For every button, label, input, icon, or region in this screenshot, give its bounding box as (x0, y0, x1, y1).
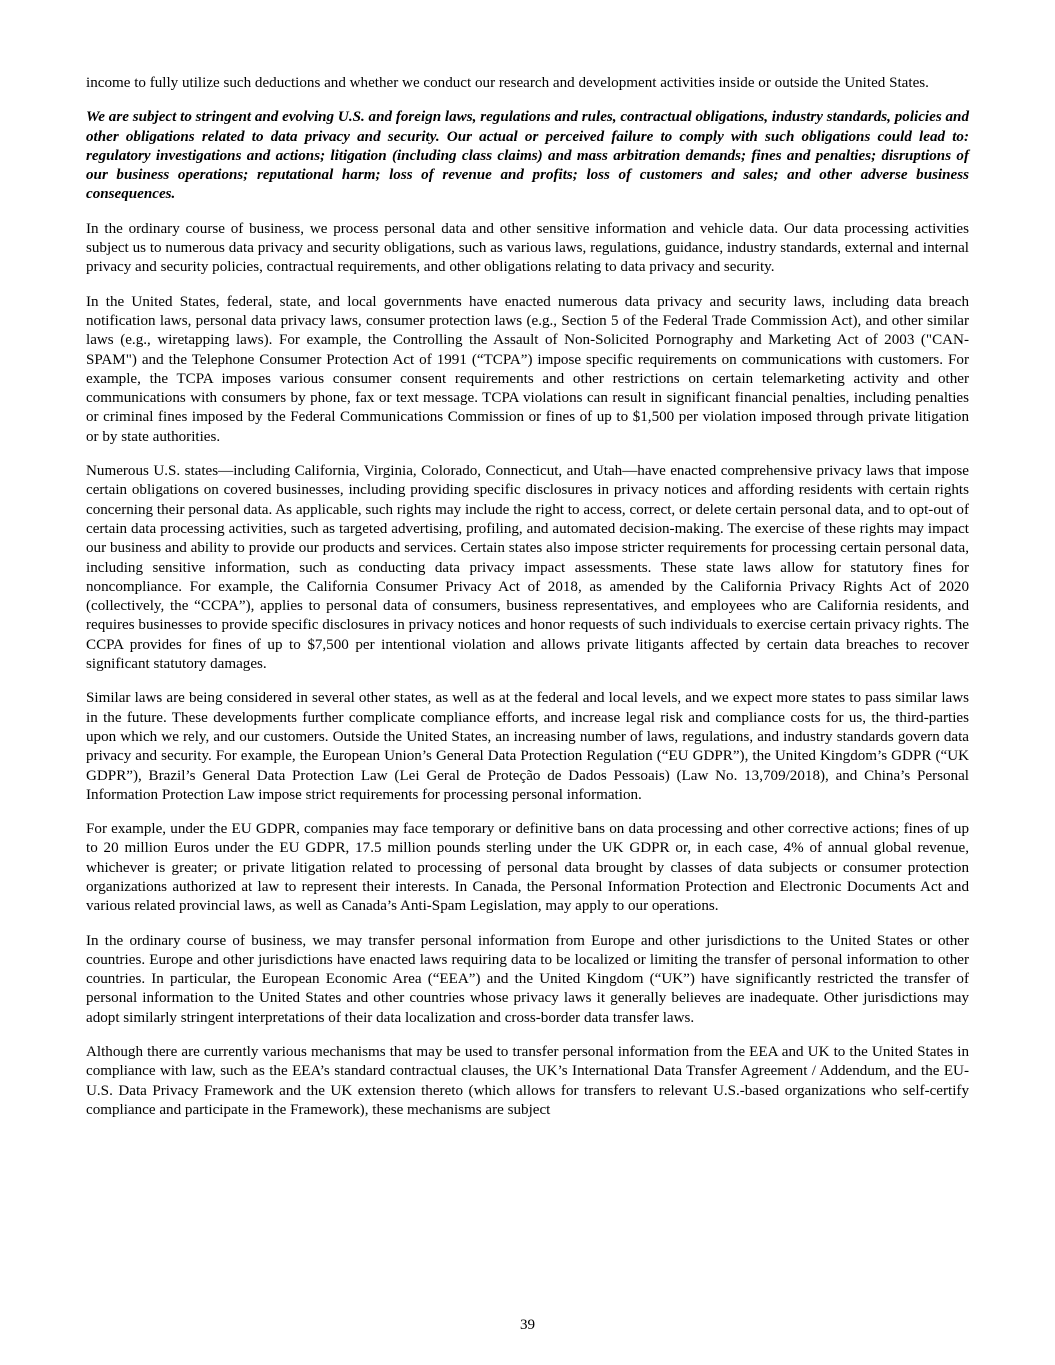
paragraph-us-privacy-laws: In the United States, federal, state, and local governments have enacted numerous data privacy and security laws, including data breach notification laws, personal data privacy laws, consumer protection laws (e.g., Section 5 of the Federal Trade Commission Act), and other similar laws (e.g., wiretapping laws). For example, the Controlling the Assault of Non-Solicited Pornography and Marketing Act of 2003 ("CAN-SPAM") and the Telephone Consumer Protection Act of 1991 (“TCPA”) impose specific requirements on communications with customers. For example, the TCPA imposes various consumer consent requirements and other restrictions on certain telemarketing activity and other communications with consumers by phone, fax or text message. TCPA violations can result in significant financial penalties, including penalties or criminal fines imposed by the Federal Communications Commission or fines of up to $1,500 per violation imposed through private litigation or by state authorities. (86, 293, 969, 445)
document-body (86, 74, 969, 1135)
paragraph-transfer-mechanisms: Although there are currently various mechanisms that may be used to transfer personal information from the EEA and UK to the United States in compliance with law, such as the EEA’s standard contractual clauses, the UK’s International Data Transfer Agreement / Addendum, and the EU-U.S. Data Privacy Framework and the UK extension thereto (which allows for transfers to relevant U.S.-based organizations who self-certify compliance and participate in the Framework), these mechanisms are subject (86, 1044, 969, 1118)
paragraph-ordinary-course-processing: In the ordinary course of business, we process personal data and other sensitive information and vehicle data. Our data processing activities subject us to numerous data privacy and security obligations, such as various laws, regulations, guidance, industry standards, external and internal privacy and security policies, contractual requirements, and other obligations relating to data privacy and security. (86, 220, 969, 276)
paragraph-cross-border-transfers: In the ordinary course of business, we may transfer personal information from Europe and other jurisdictions to the United States or other countries. Europe and other jurisdictions have enacted laws requiring data to be localized or limiting the transfer of personal information to other countries. In particular, the European Economic Area (“EEA”) and the United Kingdom (“UK”) have significantly restricted the transfer of personal information to the United States and other countries whose privacy laws it generally believes are inadequate. Other jurisdictions may adopt similarly stringent interpretations of their data localization and cross-border data transfer laws. (86, 932, 969, 1026)
page-number: 39 (519, 1317, 536, 1333)
paragraph-deductions-continued: income to fully utilize such deductions and whether we conduct our research and development activities inside or outside the United States. (86, 75, 929, 91)
paragraph-similar-laws-international: Similar laws are being considered in several other states, as well as at the federal and local levels, and we expect more states to pass similar laws in the future. These developments further complicate compliance efforts, and increase legal risk and compliance costs for us, the third-parties upon which we rely, and our customers. Outside the United States, an increasing number of laws, regulations, and industry standards govern data privacy and security. For example, the European Union’s General Data Protection Regulation (“EU GDPR”), the United Kingdom’s GDPR (“UK GDPR”), Brazil’s General Data Protection Law (Lei Geral de Proteção de Dados Pessoais) (Law No. 13,709/2018), and China’s Personal Information Protection Law impose strict requirements for processing personal information. (86, 690, 969, 803)
paragraph-eu-gdpr-fines: For example, under the EU GDPR, companies may face temporary or definitive bans on data processing and other corrective actions; fines of up to 20 million Euros under the EU GDPR, 17.5 million pounds sterling under the UK GDPR or, in each case, 4% of annual global revenue, whichever is greater; or private litigation related to processing of personal data brought by classes of data subjects or consumer protection organizations authorized at law to represent their interests. In Canada, the Personal Information Protection and Electronic Documents Act and various related provincial laws, as well as Canada’s Anti-Spam Legislation, may apply to our operations. (86, 821, 969, 915)
paragraph-state-privacy-laws: Numerous U.S. states—including California, Virginia, Colorado, Connecticut, and Utah—have enacted comprehensive privacy laws that impose certain obligations on covered businesses, including providing specific disclosures in privacy notices and affording residents with certain rights concerning their personal data. As applicable, such rights may include the right to access, correct, or delete certain personal data, and to opt-out of certain data processing activities, such as targeted advertising, profiling, and automated decision-making. The exercise of these rights may impact our business and ability to provide our products and services. Certain states also impose stricter requirements for processing certain personal data, including sensitive information, such as conducting data privacy impact assessments. These state laws allow for statutory fines for noncompliance. For example, the California Consumer Privacy Act of 2018, as amended by the California Privacy Rights Act of 2020 (collectively, the “CCPA”), applies to personal data of consumers, business representatives, and employees who are California residents, and requires businesses to provide specific disclosures in privacy notices and honor requests of such individuals to exercise certain privacy rights. The CCPA provides for fines of up to $7,500 per intentional violation and allows private litigants affected by certain data breaches to recover significant statutory damages. (86, 463, 969, 673)
risk-factor-heading-data-privacy: We are subject to stringent and evolving U.S. and foreign laws, regulations and rules, contractual obligations, industry standards, policies and other obligations related to data privacy and security. Our actual or perceived failure to comply with such obligations could lead to: regulatory investigations and actions; litigation (including class claims) and mass arbitration demands; fines and penalties; disruptions of our business operations; reputational harm; loss of revenue and profits; loss of customers and sales; and other adverse business consequences. (86, 109, 969, 203)
